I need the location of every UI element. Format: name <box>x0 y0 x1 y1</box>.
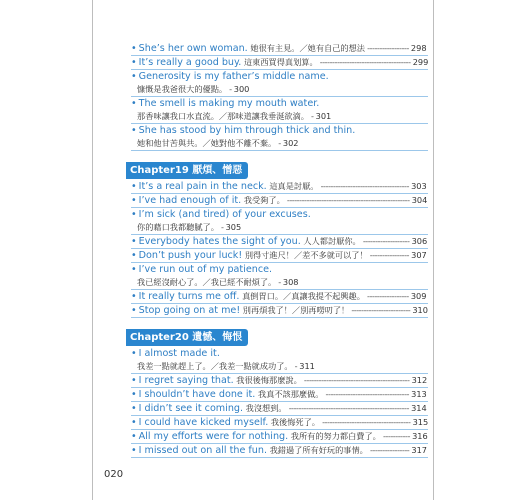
phrase-entry <box>131 70 428 97</box>
phrase-entry <box>131 430 428 444</box>
chapter-header <box>131 158 428 176</box>
phrase-translation: 她很有主見。／她有自己的想法 <box>247 43 365 53</box>
leader-dashes: ------------------- <box>360 236 412 246</box>
phrase-translation: 我很後悔那麼說。 <box>233 375 302 385</box>
phrase-english-line <box>131 208 428 221</box>
page-ref: 312 <box>411 375 428 385</box>
bullet-marker: • <box>131 305 137 316</box>
phrase-entry <box>131 402 428 416</box>
bullet-marker: • <box>131 71 137 82</box>
leader-dashes: ------------------------------------- <box>317 57 413 67</box>
bullet-marker: • <box>131 291 137 302</box>
phrase-english: She has stood by him through thick and thin. <box>138 125 356 136</box>
leader-dashes: ---------------- <box>367 250 412 260</box>
leader-dashes: ----------------- <box>364 291 411 301</box>
phrase-translation: 我差一點就趕上了。／我差一點就成功了。 <box>137 361 293 371</box>
phrase-translation-line <box>131 83 428 96</box>
phrase-english-line <box>131 249 428 262</box>
bullet-marker: • <box>131 195 137 206</box>
phrase-english: She’s her own woman. <box>138 43 248 54</box>
leader-dashes: - <box>292 361 300 371</box>
phrase-english-line <box>131 70 428 83</box>
phrase-translation-line <box>131 137 428 150</box>
leader-dashes: ---------------------------------- <box>323 389 412 399</box>
dotted-rule <box>131 150 428 151</box>
bullet-marker: • <box>131 181 137 192</box>
phrase-english: It’s a real pain in the neck. <box>138 181 267 192</box>
bullet-marker: • <box>131 403 137 414</box>
phrase-entry <box>131 304 428 318</box>
bullet-marker: • <box>131 375 137 386</box>
chapter-header <box>131 325 428 343</box>
phrase-english: All my efforts were for nothing. <box>138 431 289 442</box>
phrase-english-line <box>131 263 428 276</box>
page-ref: 309 <box>410 291 427 301</box>
phrase-english-line <box>131 304 428 317</box>
page-ref: 301 <box>315 111 332 121</box>
page-ref: 305 <box>225 222 242 232</box>
phrase-entry <box>131 124 428 151</box>
phrase-english-line <box>131 56 428 69</box>
phrase-translation: 她和他甘苦與共。／她對他不離不棄。 <box>137 138 277 148</box>
phrase-english-line <box>131 444 428 457</box>
phrase-translation: 真倒胃口。／真讓我提不起興趣。 <box>239 291 365 301</box>
phrase-english: The smell is making my mouth water. <box>138 98 320 109</box>
phrase-entry <box>131 388 428 402</box>
phrase-english-line <box>131 194 428 207</box>
leader-dashes: ------------------------------------------------- <box>286 403 412 413</box>
phrase-entry <box>131 208 428 235</box>
bullet-marker: • <box>131 57 137 68</box>
phrase-entry <box>131 235 428 249</box>
leader-dashes: - <box>276 277 283 287</box>
phrase-translation: 人人都討厭你。 <box>300 236 361 246</box>
leader-dashes: ------------------------------------------- <box>301 375 412 385</box>
leader-dashes: -------------------------------------------------- <box>284 195 412 205</box>
page-ref: 299 <box>412 57 428 67</box>
phrase-entry <box>131 290 428 304</box>
phrase-translation: 我後悔死了。 <box>268 417 320 427</box>
phrase-list <box>131 42 428 458</box>
phrase-english: Stop going on at me! <box>138 305 241 316</box>
phrase-english: I could have kicked myself. <box>138 417 269 428</box>
bullet-marker: • <box>131 43 137 54</box>
phrase-translation: 我沒想到。 <box>243 403 287 413</box>
page-ref: 317 <box>411 445 427 455</box>
page-ref: 314 <box>411 403 427 413</box>
bullet-marker: • <box>131 125 137 136</box>
phrase-entry <box>131 374 428 388</box>
phrase-english-line <box>131 347 428 360</box>
phrase-english-line <box>131 402 428 415</box>
phrase-english-line <box>131 388 428 401</box>
page-ref: 307 <box>411 250 427 260</box>
page-ref: 308 <box>282 277 299 287</box>
leader-dashes: ------------------------ <box>349 305 413 315</box>
leader-dashes: ----------------- <box>364 43 411 53</box>
phrase-english: I didn’t see it coming. <box>138 403 244 414</box>
phrase-english: I’ve run out of my patience. <box>138 264 273 275</box>
phrase-english: It’s really a good buy. <box>138 57 242 68</box>
dotted-rule <box>131 457 428 458</box>
page-ref: 300 <box>233 84 250 94</box>
chapter-title: Chapter19 厭煩、憎惡 <box>126 162 248 179</box>
phrase-entry <box>131 444 428 458</box>
phrase-translation: 你的藉口我都聽膩了。 <box>137 222 219 232</box>
phrase-english: I missed out on all the fun. <box>138 445 268 456</box>
leader-dashes: - <box>276 138 283 148</box>
bullet-marker: • <box>131 98 137 109</box>
phrase-english-line <box>131 290 428 303</box>
phrase-translation: 別再煩我了！／別再嘮叨了！ <box>240 305 350 315</box>
leader-dashes: - <box>227 84 234 94</box>
phrase-translation: 我已經沒耐心了。／我已經不耐煩了。 <box>137 277 277 287</box>
leader-dashes: - <box>218 222 226 232</box>
phrase-english: I shouldn’t have done it. <box>138 389 256 400</box>
leader-dashes: ---------------- <box>367 445 412 455</box>
phrase-english: I regret saying that. <box>138 375 234 386</box>
page-ref: 303 <box>411 181 427 191</box>
page-ref: 315 <box>412 417 428 427</box>
phrase-english-line <box>131 42 428 55</box>
book-page <box>92 0 434 500</box>
bullet-marker: • <box>131 348 137 359</box>
phrase-translation: 我錯過了所有好玩的事情。 <box>267 445 368 455</box>
phrase-english-line <box>131 430 428 443</box>
phrase-translation: 我受夠了。 <box>241 195 285 205</box>
page-ref: 302 <box>282 138 299 148</box>
phrase-translation-line <box>131 360 428 373</box>
page-ref: 298 <box>410 43 427 53</box>
bullet-marker: • <box>131 264 137 275</box>
page-ref: 313 <box>411 389 427 399</box>
leader-dashes: ------------------------------------ <box>318 181 412 191</box>
page-ref: 316 <box>412 431 428 441</box>
phrase-entry <box>131 249 428 263</box>
phrase-translation-line <box>131 276 428 289</box>
phrase-entry <box>131 97 428 124</box>
phrase-english: I’m sick (and tired) of your excuses. <box>138 209 311 220</box>
phrase-translation: 那香味讓我口水直流。／那味道讓我垂涎欲滴。 <box>137 111 309 121</box>
page-number: 020 <box>104 469 124 480</box>
phrase-entry <box>131 416 428 430</box>
dotted-rule <box>131 317 428 318</box>
phrase-translation: 我真不該那麼做。 <box>255 389 324 399</box>
phrase-english: It really turns me off. <box>138 291 240 302</box>
bullet-marker: • <box>131 236 137 247</box>
bullet-marker: • <box>131 431 137 442</box>
page-ref: 311 <box>299 361 315 371</box>
phrase-entry <box>131 194 428 208</box>
bullet-marker: • <box>131 250 137 261</box>
phrase-english: Don’t push your luck! <box>138 250 243 261</box>
phrase-english-line <box>131 235 428 248</box>
bullet-marker: • <box>131 417 137 428</box>
phrase-english-line <box>131 416 428 429</box>
chapter-title: Chapter20 遺憾、悔恨 <box>126 329 248 346</box>
phrase-translation: 我所有的努力都白費了。 <box>288 431 381 441</box>
bullet-marker: • <box>131 209 137 220</box>
phrase-entry <box>131 263 428 290</box>
phrase-entry <box>131 180 428 194</box>
phrase-entry <box>131 42 428 56</box>
phrase-translation: 別得寸進尺！／差不多就可以了！ <box>242 250 368 260</box>
phrase-english-line <box>131 124 428 137</box>
phrase-english: Generosity is my father’s middle name. <box>138 71 329 82</box>
phrase-english: I’ve had enough of it. <box>138 195 242 206</box>
page-ref: 304 <box>411 195 428 205</box>
bullet-marker: • <box>131 389 137 400</box>
page-ref: 306 <box>411 236 428 246</box>
phrase-english-line <box>131 180 428 193</box>
phrase-translation-line <box>131 110 428 123</box>
leader-dashes: - <box>308 111 316 121</box>
phrase-entry <box>131 56 428 70</box>
phrase-entry <box>131 347 428 374</box>
bullet-marker: • <box>131 445 137 456</box>
leader-dashes: ------------------------------------ <box>319 417 413 427</box>
page-ref: 310 <box>412 305 428 315</box>
phrase-english: Everybody hates the sight of you. <box>138 236 301 247</box>
phrase-translation: 慷慨是我爸很大的優點。 <box>137 84 228 94</box>
phrase-english-line <box>131 97 428 110</box>
phrase-translation: 這東西買得真划算。 <box>241 57 318 67</box>
phrase-english: I almost made it. <box>138 348 220 359</box>
phrase-english-line <box>131 374 428 387</box>
leader-dashes: ----------- <box>380 431 413 441</box>
phrase-translation: 這真是討厭。 <box>266 181 319 191</box>
phrase-translation-line <box>131 221 428 234</box>
